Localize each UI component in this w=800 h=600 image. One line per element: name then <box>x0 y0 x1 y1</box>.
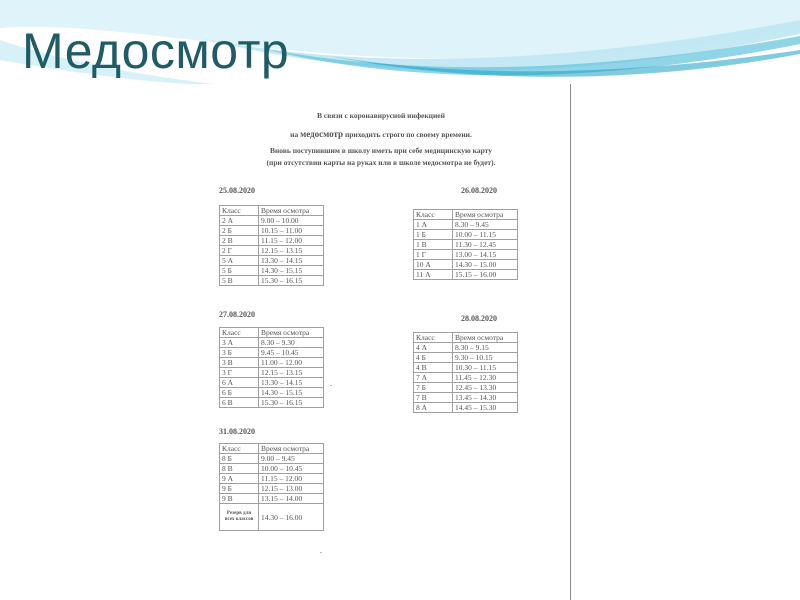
class-cell: 9 А <box>220 474 259 484</box>
class-cell: 7 В <box>414 393 453 403</box>
schedule-table <box>413 332 518 413</box>
time-cell: 12.15 – 13.15 <box>259 368 324 378</box>
class-cell: 5 Б <box>220 266 259 276</box>
time-cell: 8.30 – 9.30 <box>259 338 324 348</box>
schedule-body <box>220 328 324 408</box>
class-cell: 8 Б <box>220 454 259 464</box>
slide-title: Медосмотр <box>22 23 290 79</box>
table-row <box>220 338 324 348</box>
table-row <box>220 226 324 236</box>
notice-line-1: В связи с коронавирусной инфекцией <box>317 111 445 120</box>
class-cell: 9 В <box>220 494 259 504</box>
table-row <box>414 343 518 353</box>
time-cell: 15.30 – 16.15 <box>259 276 324 286</box>
time-cell: 13.00 – 14.15 <box>453 250 518 260</box>
schedule-table <box>219 327 324 408</box>
table-row <box>414 393 518 403</box>
table-row <box>220 444 324 454</box>
schedule-table <box>413 209 518 280</box>
notice-line-3: Вновь поступившим в школу иметь при себе медицинскую карту <box>269 146 493 155</box>
time-cell: Время осмотра <box>259 444 324 454</box>
scan-speck <box>330 385 332 386</box>
schedule-body <box>414 333 518 413</box>
time-cell: 11.15 – 12.00 <box>259 236 324 246</box>
schedule-body <box>220 444 324 531</box>
schedule-table <box>219 443 324 531</box>
class-cell: Класс <box>414 333 453 343</box>
class-cell: 5 В <box>220 276 259 286</box>
class-cell: 6 А <box>220 378 259 388</box>
notice-line-2-keyword: медосмотр <box>300 129 344 139</box>
time-cell: 8.30 – 9.15 <box>453 343 518 353</box>
time-cell: 15.30 – 16.15 <box>259 398 324 408</box>
time-cell: 12.15 – 13.00 <box>259 484 324 494</box>
class-cell: Резерв для всех классов <box>220 504 259 531</box>
class-cell: 1 А <box>414 220 453 230</box>
class-cell: 8 В <box>220 464 259 474</box>
schedule-date: 25.08.2020 <box>219 186 255 195</box>
class-cell: 3 В <box>220 358 259 368</box>
time-cell: 8.30 – 9.45 <box>453 220 518 230</box>
time-cell: 13.30 – 14.15 <box>259 256 324 266</box>
class-cell: 4 Б <box>414 353 453 363</box>
class-cell: 4 А <box>414 343 453 353</box>
table-row <box>220 348 324 358</box>
class-cell: 3 А <box>220 338 259 348</box>
class-cell: 5 А <box>220 256 259 266</box>
table-row <box>220 216 324 226</box>
class-cell: 1 Г <box>414 250 453 260</box>
table-row <box>220 398 324 408</box>
time-cell: Время осмотра <box>453 210 518 220</box>
table-row <box>414 210 518 220</box>
scan-speck <box>320 552 322 553</box>
class-cell: Класс <box>220 444 259 454</box>
time-cell: 10.30 – 11.15 <box>453 363 518 373</box>
class-cell: 6 В <box>220 398 259 408</box>
table-row <box>220 378 324 388</box>
table-row <box>220 246 324 256</box>
time-cell: 11.30 – 12.45 <box>453 240 518 250</box>
class-cell: 2 Б <box>220 226 259 236</box>
table-row <box>220 266 324 276</box>
time-cell: 14.30 – 16.00 <box>259 504 324 531</box>
class-cell: 10 А <box>414 260 453 270</box>
table-row <box>414 250 518 260</box>
class-cell: 4 В <box>414 363 453 373</box>
schedule-body <box>220 206 324 286</box>
table-row <box>220 494 324 504</box>
time-cell: Время осмотра <box>453 333 518 343</box>
time-cell: 10.15 – 11.00 <box>259 226 324 236</box>
table-row <box>220 474 324 484</box>
table-row <box>414 383 518 393</box>
class-cell: 1 В <box>414 240 453 250</box>
time-cell: 14.30 – 15.15 <box>259 388 324 398</box>
time-cell: 12.45 – 13.30 <box>453 383 518 393</box>
table-row <box>220 484 324 494</box>
time-cell: 10.00 – 10.45 <box>259 464 324 474</box>
schedule-date: 27.08.2020 <box>219 310 255 319</box>
table-row <box>414 403 518 413</box>
class-cell: 11 А <box>414 270 453 280</box>
class-cell: 6 Б <box>220 388 259 398</box>
time-cell: 9.00 – 10.00 <box>259 216 324 226</box>
time-cell: 13.45 – 14.30 <box>453 393 518 403</box>
table-row <box>414 353 518 363</box>
time-cell: 14.30 – 15.15 <box>259 266 324 276</box>
time-cell: Время осмотра <box>259 206 324 216</box>
time-cell: 9.30 – 10.15 <box>453 353 518 363</box>
schedule-date: 26.08.2020 <box>461 186 497 195</box>
table-row <box>220 236 324 246</box>
time-cell: 11.00 – 12.00 <box>259 358 324 368</box>
table-row <box>220 464 324 474</box>
time-cell: 11.45 – 12.30 <box>453 373 518 383</box>
class-cell: Класс <box>414 210 453 220</box>
class-cell: 8 А <box>414 403 453 413</box>
table-row <box>414 363 518 373</box>
class-cell: Класс <box>220 206 259 216</box>
schedule-table <box>219 205 324 286</box>
schedule-date: 28.08.2020 <box>461 314 497 323</box>
table-row <box>414 260 518 270</box>
table-row <box>414 333 518 343</box>
time-cell: 14.45 – 15.30 <box>453 403 518 413</box>
class-cell: 2 Г <box>220 246 259 256</box>
table-row <box>220 368 324 378</box>
time-cell: 12.15 – 13.15 <box>259 246 324 256</box>
table-row <box>220 388 324 398</box>
schedule-date: 31.08.2020 <box>219 427 255 436</box>
time-cell: 9.00 – 9.45 <box>259 454 324 464</box>
table-row <box>414 373 518 383</box>
schedule-body <box>414 210 518 280</box>
table-row <box>220 256 324 266</box>
time-cell: 14.30 – 15.00 <box>453 260 518 270</box>
class-cell: 3 Г <box>220 368 259 378</box>
notice-line-2 <box>192 128 570 141</box>
table-row <box>414 220 518 230</box>
table-row <box>220 454 324 464</box>
table-row <box>414 270 518 280</box>
notice-line-4: (при отсутствии карты на руках или в школе медосмотра не будет). <box>266 158 496 167</box>
notice-header <box>192 110 570 169</box>
class-cell: 7 А <box>414 373 453 383</box>
time-cell: 15.15 – 16.00 <box>453 270 518 280</box>
table-row <box>414 230 518 240</box>
notice-line-2-prefix: на <box>290 130 299 139</box>
table-row <box>220 358 324 368</box>
time-cell: 13.15 – 14.00 <box>259 494 324 504</box>
table-row <box>414 240 518 250</box>
class-cell: 1 Б <box>414 230 453 240</box>
time-cell: 9.45 – 10.45 <box>259 348 324 358</box>
class-cell: Класс <box>220 328 259 338</box>
time-cell: Время осмотра <box>259 328 324 338</box>
notice-line-2-suffix: приходить строго по своему времени. <box>344 130 472 139</box>
time-cell: 13.30 – 14.15 <box>259 378 324 388</box>
class-cell: 7 Б <box>414 383 453 393</box>
time-cell: 11.15 – 12.00 <box>259 474 324 484</box>
time-cell: 10.00 – 11.15 <box>453 230 518 240</box>
table-row <box>220 276 324 286</box>
scanned-document <box>192 84 571 600</box>
table-row <box>220 504 324 531</box>
class-cell: 9 Б <box>220 484 259 494</box>
class-cell: 2 В <box>220 236 259 246</box>
table-row <box>220 206 324 216</box>
table-row <box>220 328 324 338</box>
class-cell: 3 Б <box>220 348 259 358</box>
class-cell: 2 А <box>220 216 259 226</box>
